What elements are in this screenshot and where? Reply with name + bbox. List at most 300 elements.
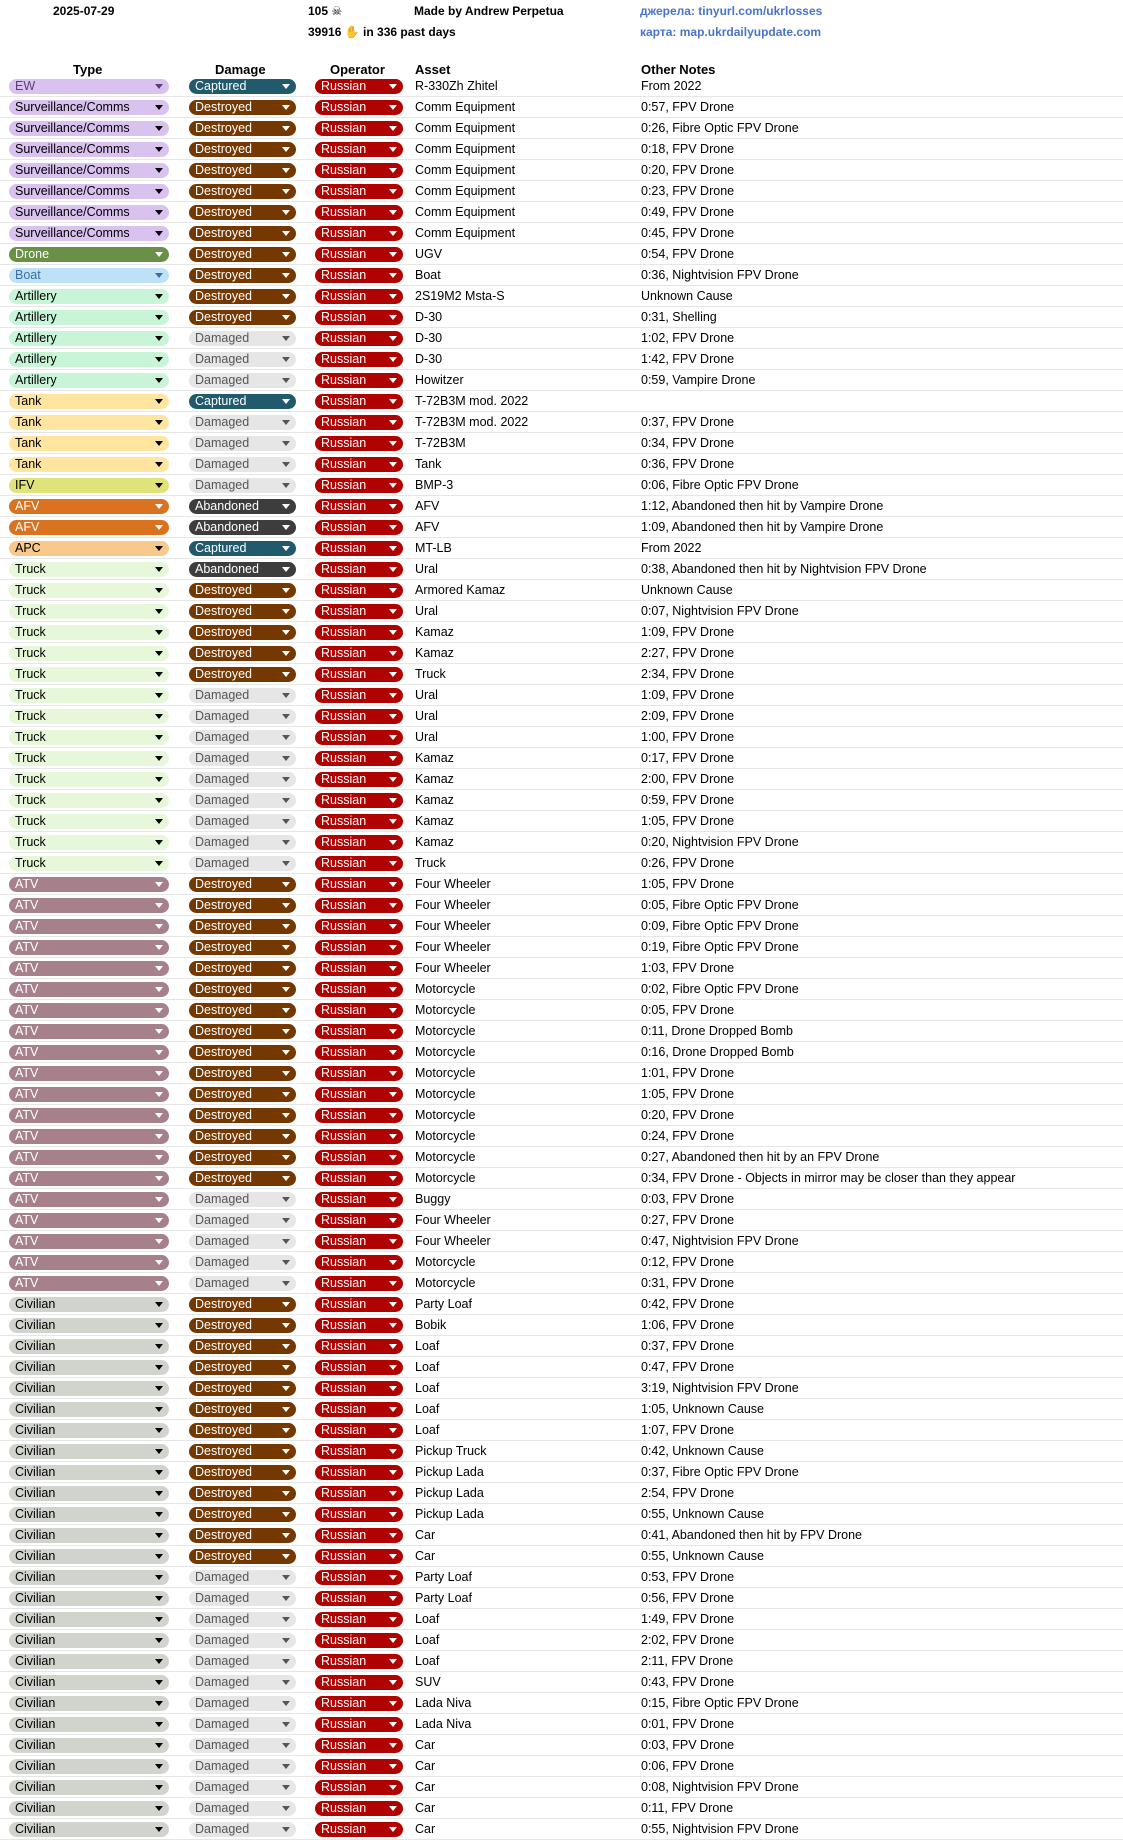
asset-cell[interactable]: Howitzer	[415, 373, 464, 387]
notes-cell[interactable]: 1:09, FPV Drone	[641, 625, 735, 639]
type-dropdown[interactable]	[9, 1717, 169, 1732]
damage-dropdown[interactable]	[189, 436, 296, 451]
damage-dropdown[interactable]	[189, 1780, 296, 1795]
type-dropdown[interactable]	[9, 1339, 169, 1354]
damage-dropdown[interactable]	[189, 520, 296, 535]
type-dropdown[interactable]	[9, 100, 169, 115]
operator-dropdown[interactable]	[315, 1801, 403, 1816]
type-dropdown[interactable]	[9, 814, 169, 829]
damage-dropdown[interactable]	[189, 1297, 296, 1312]
notes-cell[interactable]: 0:23, FPV Drone	[641, 184, 735, 198]
notes-cell[interactable]: 0:01, FPV Drone	[641, 1717, 735, 1731]
type-dropdown[interactable]	[9, 394, 169, 409]
damage-dropdown[interactable]	[189, 709, 296, 724]
operator-dropdown[interactable]	[315, 1633, 403, 1648]
operator-dropdown[interactable]	[315, 1696, 403, 1711]
notes-cell[interactable]: 0:34, FPV Drone	[641, 436, 735, 450]
type-dropdown[interactable]	[9, 667, 169, 682]
notes-cell[interactable]: 0:37, Fibre Optic FPV Drone	[641, 1465, 799, 1479]
notes-cell[interactable]: 0:49, FPV Drone	[641, 205, 735, 219]
asset-cell[interactable]: Comm Equipment	[415, 100, 516, 114]
asset-cell[interactable]: Pickup Truck	[415, 1444, 487, 1458]
asset-cell[interactable]: D-30	[415, 310, 443, 324]
operator-dropdown[interactable]	[315, 667, 403, 682]
operator-dropdown[interactable]	[315, 394, 403, 409]
damage-dropdown[interactable]	[189, 1360, 296, 1375]
type-dropdown[interactable]	[9, 79, 169, 94]
damage-dropdown[interactable]	[189, 1612, 296, 1627]
damage-dropdown[interactable]	[189, 877, 296, 892]
notes-cell[interactable]: 0:09, Fibre Optic FPV Drone	[641, 919, 799, 933]
type-dropdown[interactable]	[9, 1549, 169, 1564]
damage-dropdown[interactable]	[189, 1066, 296, 1081]
notes-cell[interactable]: 1:49, FPV Drone	[641, 1612, 735, 1626]
type-dropdown[interactable]	[9, 1192, 169, 1207]
damage-dropdown[interactable]	[189, 1633, 296, 1648]
notes-cell[interactable]: 0:08, Nightvision FPV Drone	[641, 1780, 799, 1794]
operator-dropdown[interactable]	[315, 1591, 403, 1606]
notes-cell[interactable]: 0:11, Drone Dropped Bomb	[641, 1024, 793, 1038]
asset-cell[interactable]: Pickup Lada	[415, 1507, 484, 1521]
operator-dropdown[interactable]	[315, 142, 403, 157]
notes-cell[interactable]: 1:12, Abandoned then hit by Vampire Drone	[641, 499, 884, 513]
asset-cell[interactable]: Loaf	[415, 1360, 440, 1374]
type-dropdown[interactable]	[9, 457, 169, 472]
operator-dropdown[interactable]	[315, 877, 403, 892]
type-dropdown[interactable]	[9, 877, 169, 892]
operator-dropdown[interactable]	[315, 814, 403, 829]
type-dropdown[interactable]	[9, 121, 169, 136]
asset-cell[interactable]: Four Wheeler	[415, 898, 491, 912]
damage-dropdown[interactable]	[189, 1045, 296, 1060]
notes-cell[interactable]: 0:16, Drone Dropped Bomb	[641, 1045, 794, 1059]
notes-cell[interactable]: 0:36, FPV Drone	[641, 457, 735, 471]
asset-cell[interactable]: Lada Niva	[415, 1696, 472, 1710]
notes-cell[interactable]: 0:18, FPV Drone	[641, 142, 735, 156]
damage-dropdown[interactable]	[189, 226, 296, 241]
notes-cell[interactable]: 0:53, FPV Drone	[641, 1570, 735, 1584]
type-dropdown[interactable]	[9, 688, 169, 703]
damage-dropdown[interactable]	[189, 1381, 296, 1396]
type-dropdown[interactable]	[9, 1738, 169, 1753]
notes-cell[interactable]: 0:26, Fibre Optic FPV Drone	[641, 121, 799, 135]
operator-dropdown[interactable]	[315, 1759, 403, 1774]
operator-dropdown[interactable]	[315, 163, 403, 178]
asset-cell[interactable]: Kamaz	[415, 772, 454, 786]
asset-cell[interactable]: Four Wheeler	[415, 877, 491, 891]
notes-cell[interactable]: 0:15, Fibre Optic FPV Drone	[641, 1696, 799, 1710]
notes-cell[interactable]: 0:54, FPV Drone	[641, 247, 735, 261]
notes-cell[interactable]: From 2022	[641, 79, 702, 93]
damage-dropdown[interactable]	[189, 142, 296, 157]
asset-cell[interactable]: Party Loaf	[415, 1591, 472, 1605]
damage-dropdown[interactable]	[189, 1654, 296, 1669]
type-dropdown[interactable]	[9, 247, 169, 262]
operator-dropdown[interactable]	[315, 1129, 403, 1144]
notes-cell[interactable]: 0:06, Fibre Optic FPV Drone	[641, 478, 799, 492]
operator-dropdown[interactable]	[315, 1339, 403, 1354]
damage-dropdown[interactable]	[189, 1192, 296, 1207]
notes-cell[interactable]: 0:20, FPV Drone	[641, 1108, 735, 1122]
notes-cell[interactable]: 0:55, Unknown Cause	[641, 1507, 764, 1521]
notes-cell[interactable]: 0:59, Vampire Drone	[641, 373, 756, 387]
notes-cell[interactable]: Unknown Cause	[641, 583, 733, 597]
operator-dropdown[interactable]	[315, 415, 403, 430]
operator-dropdown[interactable]	[315, 184, 403, 199]
damage-dropdown[interactable]	[189, 1486, 296, 1501]
operator-dropdown[interactable]	[315, 499, 403, 514]
asset-cell[interactable]: Pickup Lada	[415, 1465, 484, 1479]
damage-dropdown[interactable]	[189, 961, 296, 976]
asset-cell[interactable]: UGV	[415, 247, 443, 261]
type-dropdown[interactable]	[9, 1297, 169, 1312]
asset-cell[interactable]: Motorcycle	[415, 982, 476, 996]
type-dropdown[interactable]	[9, 373, 169, 388]
damage-dropdown[interactable]	[189, 1255, 296, 1270]
type-dropdown[interactable]	[9, 919, 169, 934]
type-dropdown[interactable]	[9, 1822, 169, 1837]
notes-cell[interactable]: 0:37, FPV Drone	[641, 1339, 735, 1353]
damage-dropdown[interactable]	[189, 940, 296, 955]
asset-cell[interactable]: Motorcycle	[415, 1087, 476, 1101]
notes-cell[interactable]: 0:47, FPV Drone	[641, 1360, 735, 1374]
damage-dropdown[interactable]	[189, 121, 296, 136]
asset-cell[interactable]: Four Wheeler	[415, 961, 491, 975]
notes-cell[interactable]: 1:05, FPV Drone	[641, 814, 735, 828]
type-dropdown[interactable]	[9, 478, 169, 493]
asset-cell[interactable]: Ural	[415, 562, 438, 576]
asset-cell[interactable]: Buggy	[415, 1192, 451, 1206]
damage-dropdown[interactable]	[189, 394, 296, 409]
damage-dropdown[interactable]	[189, 1213, 296, 1228]
type-dropdown[interactable]	[9, 1465, 169, 1480]
type-dropdown[interactable]	[9, 1276, 169, 1291]
asset-cell[interactable]: Motorcycle	[415, 1066, 476, 1080]
damage-dropdown[interactable]	[189, 1171, 296, 1186]
notes-cell[interactable]: 0:11, FPV Drone	[641, 1801, 734, 1815]
type-dropdown[interactable]	[9, 1633, 169, 1648]
notes-cell[interactable]: 0:19, Fibre Optic FPV Drone	[641, 940, 799, 954]
asset-cell[interactable]: Motorcycle	[415, 1045, 476, 1059]
notes-cell[interactable]: 0:27, FPV Drone	[641, 1213, 735, 1227]
type-dropdown[interactable]	[9, 751, 169, 766]
damage-dropdown[interactable]	[189, 352, 296, 367]
type-dropdown[interactable]	[9, 961, 169, 976]
operator-dropdown[interactable]	[315, 289, 403, 304]
damage-dropdown[interactable]	[189, 793, 296, 808]
notes-cell[interactable]: 0:26, FPV Drone	[641, 856, 735, 870]
damage-dropdown[interactable]	[189, 751, 296, 766]
operator-dropdown[interactable]	[315, 541, 403, 556]
operator-dropdown[interactable]	[315, 1297, 403, 1312]
operator-dropdown[interactable]	[315, 436, 403, 451]
type-dropdown[interactable]	[9, 793, 169, 808]
notes-cell[interactable]: 2:02, FPV Drone	[641, 1633, 735, 1647]
type-dropdown[interactable]	[9, 1255, 169, 1270]
damage-dropdown[interactable]	[189, 856, 296, 871]
type-dropdown[interactable]	[9, 940, 169, 955]
asset-cell[interactable]: Motorcycle	[415, 1171, 476, 1185]
asset-cell[interactable]: Loaf	[415, 1402, 440, 1416]
asset-cell[interactable]: Loaf	[415, 1633, 440, 1647]
asset-cell[interactable]: Truck	[415, 667, 446, 681]
operator-dropdown[interactable]	[315, 226, 403, 241]
damage-dropdown[interactable]	[189, 1717, 296, 1732]
operator-dropdown[interactable]	[315, 1423, 403, 1438]
type-dropdown[interactable]	[9, 1318, 169, 1333]
asset-cell[interactable]: AFV	[415, 520, 440, 534]
type-dropdown[interactable]	[9, 520, 169, 535]
type-dropdown[interactable]	[9, 1087, 169, 1102]
operator-dropdown[interactable]	[315, 247, 403, 262]
notes-cell[interactable]: 2:00, FPV Drone	[641, 772, 735, 786]
notes-cell[interactable]: 0:03, FPV Drone	[641, 1738, 735, 1752]
type-dropdown[interactable]	[9, 184, 169, 199]
notes-cell[interactable]: 0:42, Unknown Cause	[641, 1444, 764, 1458]
asset-cell[interactable]: Four Wheeler	[415, 1234, 491, 1248]
notes-cell[interactable]: 0:20, Nightvision FPV Drone	[641, 835, 799, 849]
type-dropdown[interactable]	[9, 898, 169, 913]
notes-cell[interactable]: 1:00, FPV Drone	[641, 730, 735, 744]
asset-cell[interactable]: Motorcycle	[415, 1150, 476, 1164]
damage-dropdown[interactable]	[189, 1696, 296, 1711]
type-dropdown[interactable]	[9, 1780, 169, 1795]
asset-cell[interactable]: Loaf	[415, 1612, 440, 1626]
asset-cell[interactable]: Car	[415, 1528, 436, 1542]
notes-cell[interactable]: 3:19, Nightvision FPV Drone	[641, 1381, 799, 1395]
operator-dropdown[interactable]	[315, 940, 403, 955]
type-dropdown[interactable]	[9, 289, 169, 304]
asset-cell[interactable]: BMP-3	[415, 478, 454, 492]
asset-cell[interactable]: Armored Kamaz	[415, 583, 506, 597]
operator-dropdown[interactable]	[315, 457, 403, 472]
type-dropdown[interactable]	[9, 1024, 169, 1039]
type-dropdown[interactable]	[9, 310, 169, 325]
type-dropdown[interactable]	[9, 1129, 169, 1144]
operator-dropdown[interactable]	[315, 1549, 403, 1564]
type-dropdown[interactable]	[9, 163, 169, 178]
notes-cell[interactable]: 0:47, Nightvision FPV Drone	[641, 1234, 799, 1248]
notes-cell[interactable]: 0:45, FPV Drone	[641, 226, 735, 240]
operator-dropdown[interactable]	[315, 100, 403, 115]
asset-cell[interactable]: Boat	[415, 268, 441, 282]
asset-cell[interactable]: D-30	[415, 352, 443, 366]
type-dropdown[interactable]	[9, 1507, 169, 1522]
type-dropdown[interactable]	[9, 583, 169, 598]
asset-cell[interactable]: Kamaz	[415, 625, 454, 639]
asset-cell[interactable]: Comm Equipment	[415, 205, 516, 219]
operator-dropdown[interactable]	[315, 331, 403, 346]
damage-dropdown[interactable]	[189, 646, 296, 661]
type-dropdown[interactable]	[9, 415, 169, 430]
notes-cell[interactable]: 1:05, Unknown Cause	[641, 1402, 764, 1416]
asset-cell[interactable]: 2S19M2 Msta-S	[415, 289, 505, 303]
damage-dropdown[interactable]	[189, 688, 296, 703]
damage-dropdown[interactable]	[189, 1528, 296, 1543]
operator-dropdown[interactable]	[315, 1045, 403, 1060]
notes-cell[interactable]: 0:34, FPV Drone - Objects in mirror may be closer than they appear	[641, 1171, 1016, 1185]
type-dropdown[interactable]	[9, 1591, 169, 1606]
notes-cell[interactable]: 0:38, Abandoned then hit by Nightvision FPV Drone	[641, 562, 927, 576]
asset-cell[interactable]: R-330Zh Zhitel	[415, 79, 498, 93]
type-dropdown[interactable]	[9, 1381, 169, 1396]
asset-cell[interactable]: Kamaz	[415, 646, 454, 660]
type-dropdown[interactable]	[9, 1150, 169, 1165]
type-dropdown[interactable]	[9, 1171, 169, 1186]
asset-cell[interactable]: Motorcycle	[415, 1276, 476, 1290]
operator-dropdown[interactable]	[315, 1486, 403, 1501]
damage-dropdown[interactable]	[189, 1402, 296, 1417]
asset-cell[interactable]: T-72B3M mod. 2022	[415, 415, 529, 429]
notes-cell[interactable]: 0:27, Abandoned then hit by an FPV Drone	[641, 1150, 880, 1164]
notes-cell[interactable]: 2:27, FPV Drone	[641, 646, 735, 660]
operator-dropdown[interactable]	[315, 520, 403, 535]
operator-dropdown[interactable]	[315, 1381, 403, 1396]
type-dropdown[interactable]	[9, 541, 169, 556]
operator-dropdown[interactable]	[315, 835, 403, 850]
notes-cell[interactable]: 0:05, FPV Drone	[641, 1003, 735, 1017]
type-dropdown[interactable]	[9, 499, 169, 514]
operator-dropdown[interactable]	[315, 1024, 403, 1039]
operator-dropdown[interactable]	[315, 205, 403, 220]
operator-dropdown[interactable]	[315, 688, 403, 703]
operator-dropdown[interactable]	[315, 1318, 403, 1333]
type-dropdown[interactable]	[9, 436, 169, 451]
damage-dropdown[interactable]	[189, 457, 296, 472]
asset-cell[interactable]: Motorcycle	[415, 1129, 476, 1143]
damage-dropdown[interactable]	[189, 1675, 296, 1690]
type-dropdown[interactable]	[9, 205, 169, 220]
notes-cell[interactable]: 0:24, FPV Drone	[641, 1129, 735, 1143]
type-dropdown[interactable]	[9, 835, 169, 850]
operator-dropdown[interactable]	[315, 751, 403, 766]
asset-cell[interactable]: T-72B3M mod. 2022	[415, 394, 529, 408]
notes-cell[interactable]: 0:05, Fibre Optic FPV Drone	[641, 898, 799, 912]
notes-cell[interactable]: Unknown Cause	[641, 289, 733, 303]
asset-cell[interactable]: Comm Equipment	[415, 226, 516, 240]
damage-dropdown[interactable]	[189, 1276, 296, 1291]
asset-cell[interactable]: Ural	[415, 604, 438, 618]
type-dropdown[interactable]	[9, 1654, 169, 1669]
type-dropdown[interactable]	[9, 1003, 169, 1018]
operator-dropdown[interactable]	[315, 1465, 403, 1480]
asset-cell[interactable]: Four Wheeler	[415, 940, 491, 954]
asset-cell[interactable]: Pickup Lada	[415, 1486, 484, 1500]
type-dropdown[interactable]	[9, 646, 169, 661]
damage-dropdown[interactable]	[189, 1423, 296, 1438]
damage-dropdown[interactable]	[189, 604, 296, 619]
notes-cell[interactable]: 0:56, FPV Drone	[641, 1591, 735, 1605]
notes-cell[interactable]: From 2022	[641, 541, 702, 555]
operator-dropdown[interactable]	[315, 121, 403, 136]
damage-dropdown[interactable]	[189, 247, 296, 262]
damage-dropdown[interactable]	[189, 1822, 296, 1837]
operator-dropdown[interactable]	[315, 1780, 403, 1795]
asset-cell[interactable]: Loaf	[415, 1339, 440, 1353]
asset-cell[interactable]: Truck	[415, 856, 446, 870]
asset-cell[interactable]: Party Loaf	[415, 1570, 472, 1584]
notes-cell[interactable]: 2:54, FPV Drone	[641, 1486, 735, 1500]
damage-dropdown[interactable]	[189, 205, 296, 220]
type-dropdown[interactable]	[9, 1444, 169, 1459]
asset-cell[interactable]: Four Wheeler	[415, 1213, 491, 1227]
damage-dropdown[interactable]	[189, 772, 296, 787]
damage-dropdown[interactable]	[189, 478, 296, 493]
type-dropdown[interactable]	[9, 1045, 169, 1060]
damage-dropdown[interactable]	[189, 415, 296, 430]
notes-cell[interactable]: 1:05, FPV Drone	[641, 877, 735, 891]
type-dropdown[interactable]	[9, 1612, 169, 1627]
asset-cell[interactable]: SUV	[415, 1675, 441, 1689]
damage-dropdown[interactable]	[189, 583, 296, 598]
operator-dropdown[interactable]	[315, 1066, 403, 1081]
notes-cell[interactable]: 0:37, FPV Drone	[641, 415, 735, 429]
damage-dropdown[interactable]	[189, 814, 296, 829]
operator-dropdown[interactable]	[315, 1255, 403, 1270]
type-dropdown[interactable]	[9, 1066, 169, 1081]
operator-dropdown[interactable]	[315, 1402, 403, 1417]
type-dropdown[interactable]	[9, 1675, 169, 1690]
operator-dropdown[interactable]	[315, 562, 403, 577]
operator-dropdown[interactable]	[315, 1003, 403, 1018]
operator-dropdown[interactable]	[315, 793, 403, 808]
asset-cell[interactable]: Car	[415, 1801, 436, 1815]
damage-dropdown[interactable]	[189, 1591, 296, 1606]
type-dropdown[interactable]	[9, 1213, 169, 1228]
damage-dropdown[interactable]	[189, 1024, 296, 1039]
operator-dropdown[interactable]	[315, 1654, 403, 1669]
type-dropdown[interactable]	[9, 982, 169, 997]
operator-dropdown[interactable]	[315, 919, 403, 934]
notes-cell[interactable]: 0:31, FPV Drone	[641, 1276, 735, 1290]
map-link[interactable]: карта: map.ukrdailyupdate.com	[640, 25, 822, 39]
asset-cell[interactable]: Ural	[415, 730, 438, 744]
operator-dropdown[interactable]	[315, 709, 403, 724]
operator-dropdown[interactable]	[315, 1570, 403, 1585]
type-dropdown[interactable]	[9, 1486, 169, 1501]
notes-cell[interactable]: 0:57, FPV Drone	[641, 100, 735, 114]
operator-dropdown[interactable]	[315, 646, 403, 661]
operator-dropdown[interactable]	[315, 625, 403, 640]
operator-dropdown[interactable]	[315, 1192, 403, 1207]
operator-dropdown[interactable]	[315, 1150, 403, 1165]
notes-cell[interactable]: 0:41, Abandoned then hit by FPV Drone	[641, 1528, 862, 1542]
damage-dropdown[interactable]	[189, 1339, 296, 1354]
operator-dropdown[interactable]	[315, 352, 403, 367]
damage-dropdown[interactable]	[189, 1129, 296, 1144]
operator-dropdown[interactable]	[315, 1717, 403, 1732]
damage-dropdown[interactable]	[189, 1507, 296, 1522]
asset-cell[interactable]: Car	[415, 1780, 436, 1794]
operator-dropdown[interactable]	[315, 772, 403, 787]
notes-cell[interactable]: 0:43, FPV Drone	[641, 1675, 735, 1689]
operator-dropdown[interactable]	[315, 268, 403, 283]
asset-cell[interactable]: Party Loaf	[415, 1297, 472, 1311]
notes-cell[interactable]: 2:34, FPV Drone	[641, 667, 735, 681]
notes-cell[interactable]: 1:07, FPV Drone	[641, 1423, 735, 1437]
damage-dropdown[interactable]	[189, 1003, 296, 1018]
damage-dropdown[interactable]	[189, 1108, 296, 1123]
operator-dropdown[interactable]	[315, 1360, 403, 1375]
notes-cell[interactable]: 0:42, FPV Drone	[641, 1297, 735, 1311]
notes-cell[interactable]: 2:11, FPV Drone	[641, 1654, 734, 1668]
type-dropdown[interactable]	[9, 1360, 169, 1375]
notes-cell[interactable]: 0:07, Nightvision FPV Drone	[641, 604, 799, 618]
notes-cell[interactable]: 1:09, FPV Drone	[641, 688, 735, 702]
operator-dropdown[interactable]	[315, 1276, 403, 1291]
damage-dropdown[interactable]	[189, 982, 296, 997]
damage-dropdown[interactable]	[189, 562, 296, 577]
